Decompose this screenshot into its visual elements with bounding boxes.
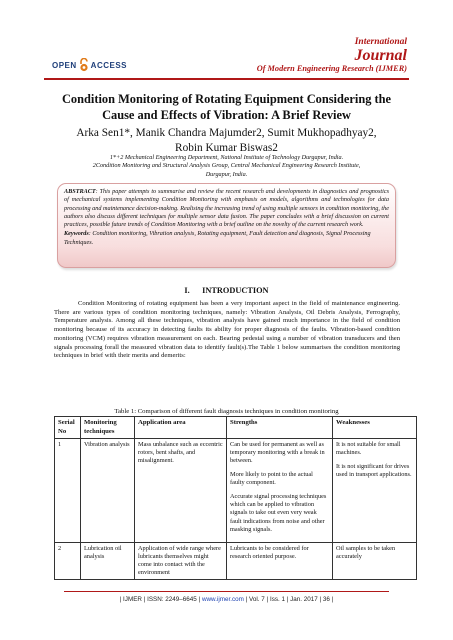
cell-weaknesses	[333, 439, 417, 543]
abstract-paragraph	[64, 188, 389, 229]
header-strengths: Strengths	[227, 417, 333, 439]
open-access-logo	[52, 58, 127, 72]
comparison-table	[54, 416, 417, 580]
title-line-1: Condition Monitoring of Rotating Equipment Considering the	[61, 92, 392, 106]
cell-application: Mass unbalance such as eccentric rotors, bent shafts, and misalignment.	[135, 439, 227, 543]
cell-serial: 1	[55, 439, 81, 543]
keywords-text: : Condition monitoring, Vibration analysis, Rotating equipment, Fault detection and diagnosis, Signal Processing Techniques.	[64, 230, 371, 246]
abstract-box	[57, 183, 396, 268]
cell-serial: 2	[55, 543, 81, 580]
authors-line-2: Robin Kumar Biswas2	[175, 141, 278, 154]
table-caption: Table 1: Comparison of different fault diagnosis techniques in condition monitoring	[114, 408, 339, 415]
footer-volume: | Vol. 7 | Iss. 1 | Jan. 2017 | 36 |	[245, 596, 334, 603]
cell-technique: Vibration analysis	[81, 439, 135, 543]
affiliations	[40, 154, 413, 179]
affiliation-1: 1*+2 Mechanical Engineering Department, National Institute of Technology Durgapur, India.	[109, 154, 344, 161]
journal-name	[257, 38, 407, 73]
cell-strengths	[227, 439, 333, 543]
table-row	[55, 439, 417, 543]
title-line-2: Cause and Effects of Vibration: A Brief Review	[102, 107, 351, 122]
affiliation-2: 2Condition Monitoring and Structural Analysis Group, Central Mechanical Engineering Research Institute,	[92, 162, 361, 170]
intro-paragraph: Condition Monitoring of rotating equipment has been a very important aspect in the field of maintenance engineering. There are various types of condition monitoring techniques, namely: Vibration Analysis, Oil Debris Analysis, Ferrography, Temperature analysis. Among all these techniques, vibration analysis have gained much importance in the field of condition monitoring because of its accuracy in detecting faults its ability for proper diagnosis of the faults. Vibration-based condition monitoring (VCM) requires vibration measurement on each. Bearing pedestal using a number of vibration transducers and then signals processing forall the measured vibration data to identify fault(s).The Table 1 below summarises the condition monitoring techniques in brief with their merits and demerits:	[54, 300, 400, 360]
section-heading: I. INTRODUCTION	[184, 286, 269, 295]
strength-item: Lubricants to be considered for research oriented purpose.	[230, 545, 309, 561]
page-footer	[0, 596, 453, 603]
strength-item: More likely to point to the actual faulty component.	[230, 471, 313, 487]
strength-item: Accurate signal processing techniques which can be applied to vibration signals to take out even very weak fault indications from noise and other masking signals.	[230, 493, 327, 533]
open-access-label-1: OPEN	[52, 60, 77, 70]
header-divider	[44, 78, 409, 80]
header-application: Application area	[135, 417, 227, 439]
journal-line-3: Of Modern Engineering Research (IJMER)	[256, 63, 407, 73]
footer-url[interactable]: www.ijmer.com	[201, 596, 244, 603]
affiliation-3: Durgapur, India.	[205, 170, 248, 178]
weakness-item: Oil samples to be taken accurately	[336, 545, 396, 561]
table-row	[55, 543, 417, 580]
journal-line-1: International	[354, 37, 407, 47]
paper-title	[50, 92, 403, 123]
cell-application: Application of wide range where lubricants themselves might come into contact with the environment	[135, 543, 227, 580]
header-weaknesses: Weaknesses	[333, 417, 417, 439]
authors-line-1: Arka Sen1*, Manik Chandra Majumder2, Sumit Mukhopadhyay2,	[76, 127, 377, 139]
header-technique: Monitoring techniques	[81, 417, 135, 439]
footer-issn: | IJMER | ISSN: 2249–6645 |	[119, 596, 201, 603]
footer-divider	[64, 591, 389, 592]
keywords-label: Keywords	[64, 230, 89, 238]
weakness-item: It is not suitable for small machines.	[336, 441, 401, 457]
cell-strengths	[227, 543, 333, 580]
header-serial: Serial No	[55, 417, 81, 439]
weakness-item: It is not significant for drives used in transport applications.	[336, 463, 412, 479]
open-access-label-2: ACCESS	[90, 60, 128, 70]
cell-technique: Lubrication oil analysis	[81, 543, 135, 580]
abstract-label: ABSTRACT	[64, 188, 96, 195]
keywords-paragraph	[64, 230, 389, 247]
journal-line-2: Journal	[354, 46, 407, 64]
author-list	[50, 126, 403, 155]
open-lock-icon	[79, 58, 89, 72]
table-header-row	[55, 417, 417, 439]
strength-item: Can be used for permanent as well as temporary monitoring with a break in between.	[230, 441, 325, 465]
abstract-text: : This paper attempts to summarise and review the recent research and developments in diagnostics and prognostics of mechanical systems implementing Condition Monitoring with emphasis on models, algorithms and technologies for data processing and maintenance decision-making. Realising the increasing trend of using multiple sensors in condition monitoring, the authors also discuss different techniques for multiple sensor data fusion. The paper concludes with a brief discussion on current practices, possible future trends of Condition Monitoring with a brief outline on the novelty of the current research work.	[64, 188, 389, 228]
cell-weaknesses	[333, 543, 417, 580]
